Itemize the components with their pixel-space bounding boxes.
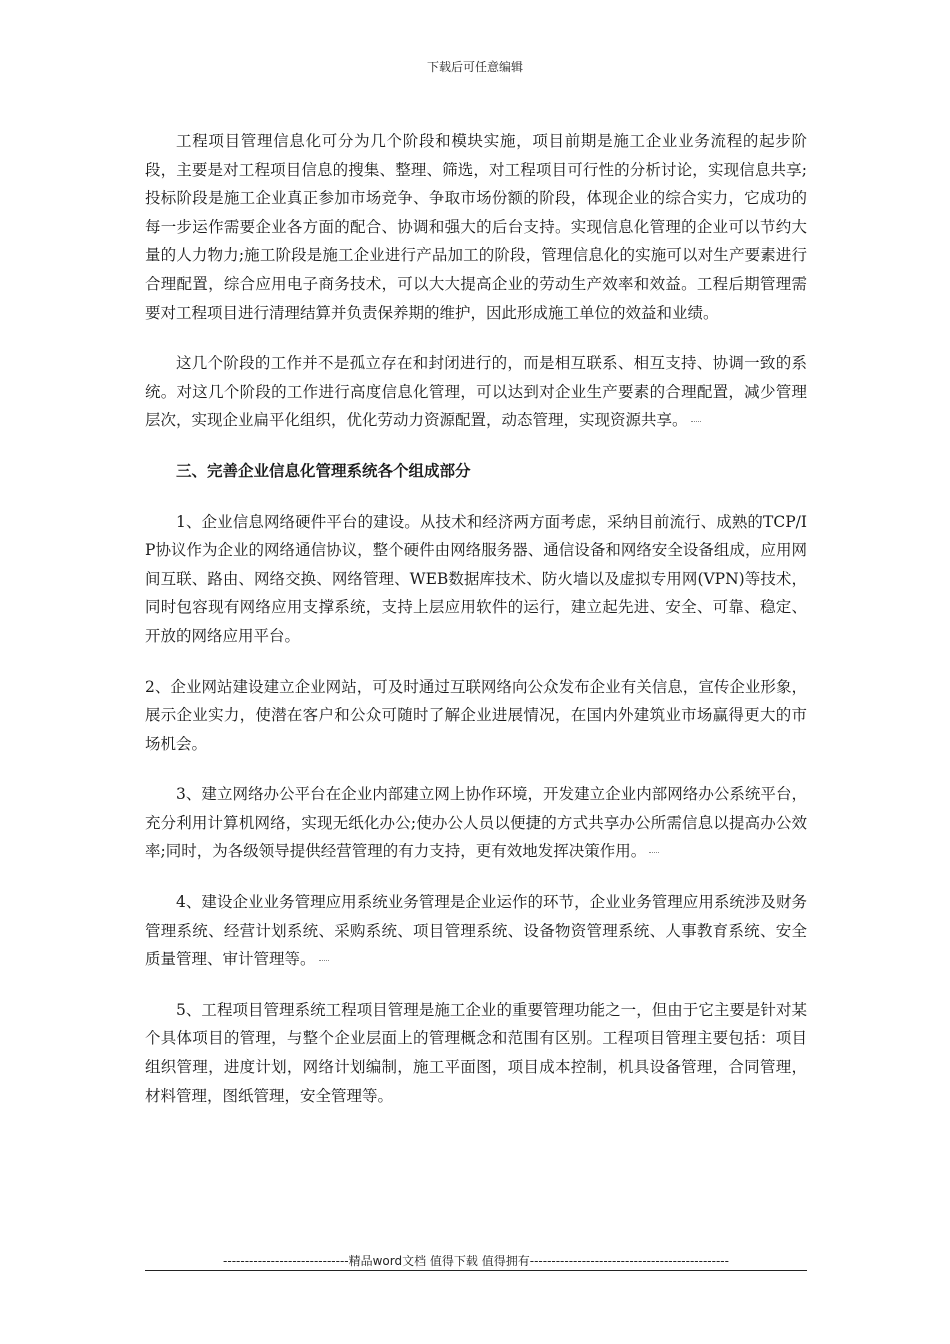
footer-divider [145,1270,807,1271]
list-item-project-management: 5、工程项目管理系统工程项目管理是施工企业的重要管理功能之一，但由于它主要是针对某个具体项目的管理，与整个企业层面上的管理概念和范围有区别。工程项目管理主要包括：项目组织管理，进度计划，网络计划编制，施工平面图，项目成本控制，机具设备管理，合同管理，材料管理，图纸管理，安全管理等。 [145,1000,807,1105]
list-item-office-platform: 3、建立网络办公平台在企业内部建立网上协作环境，开发建立企业内部网络办公系统平台，充分利用计算机网络，实现无纸化办公;使办公人员以便捷的方式共享办公所需信息以提高办公效率;同时，为各级领导提供经营管理的有力支持，更有效地发挥决策作用。 [145,785,807,861]
list-item-website: 2、企业网站建设建立企业网站，可及时通过互联网络向公众发布企业有关信息，宣传企业形象，展示企业实力，使潜在客户和公众可随时了解企业进展情况，在国内外建筑业市场赢得更大的市场机会。 [145,677,807,753]
page-footer: -----------------------------精品word文档 值得下载 值得拥有---------------------------------------------- [223,1254,729,1268]
document-body [145,127,807,1132]
section-heading: 三、完善企业信息化管理系统各个组成部分 [176,460,471,480]
list-item-hardware-platform: 1、企业信息网络硬件平台的建设。从技术和经济两方面考虑，采纳目前流行、成熟的TCP/IP协议作为企业的网络通信协议，整个硬件由网络服务器、通信设备和网络安全设备组成，应用网间互联、路由、网络交换、网络管理、WEB数据库技术、防火墙以及虚拟专用网(VPN)等技术，同时包容现有网络应用支撑系统，支持上层应用软件的运行，建立起先进、安全、可靠、稳定、开放的网络应用平台。 [145,512,807,645]
page-header: 下载后可任意编辑 [426,60,523,74]
edit-mark [649,851,659,853]
list-item-business-management: 4、建设企业业务管理应用系统业务管理是企业运作的环节，企业业务管理应用系统涉及财务管理系统、经营计划系统、采购系统、项目管理系统、设备物资管理系统、人事教育系统、安全质量管理、审计管理等。 [145,893,807,969]
paragraph-project-stages: 工程项目管理信息化可分为几个阶段和模块实施，项目前期是施工企业业务流程的起步阶段，主要是对工程项目信息的搜集、整理、筛选，对工程项目可行性的分析讨论，实现信息共享;投标阶段是施工企业真正参加市场竞争、争取市场份额的阶段，体现企业的综合实力，它成功的每一步运作需要企业各方面的配合、协调和强大的后台支持。实现信息化管理的企业可以节约大量的人力物力;施工阶段是施工企业进行产品加工的阶段，管理信息化的实施可以对生产要素进行合理配置，综合应用电子商务技术，可以大大提高企业的劳动生产效率和效益。工程后期管理需要对工程项目进行清理结算并负责保养期的维护，因此形成施工单位的效益和业绩。 [145,132,807,322]
paragraph-system-integration: 这几个阶段的工作并不是孤立存在和封闭进行的，而是相互联系、相互支持、协调一致的系统。对这几个阶段的工作进行高度信息化管理，可以达到对企业生产要素的合理配置，减少管理层次，实现企业扁平化组织，优化劳动力资源配置，动态管理，实现资源共享。 [145,354,807,430]
edit-mark [691,420,701,422]
edit-mark [319,959,329,961]
